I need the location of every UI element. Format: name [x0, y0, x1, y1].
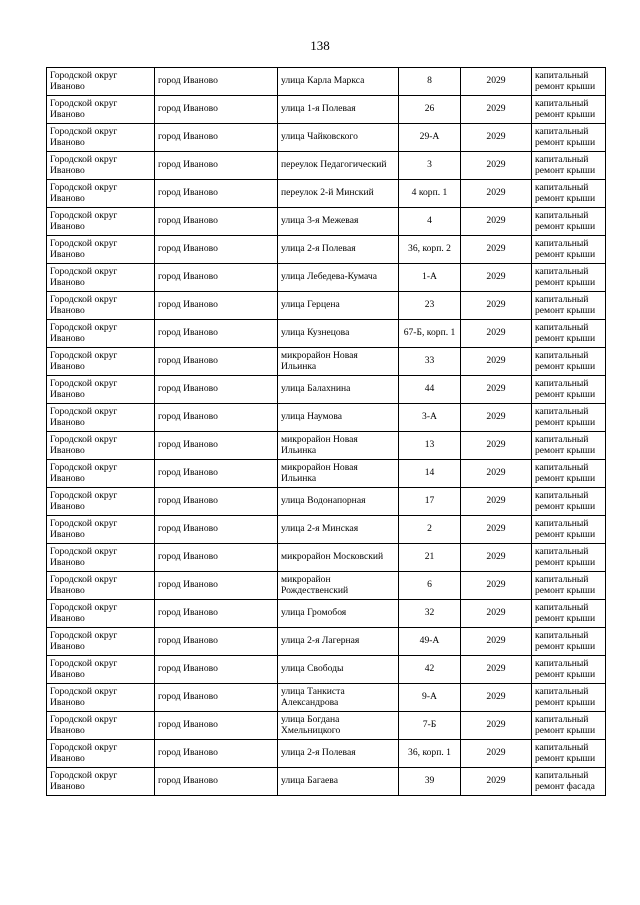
cell-settlement: город Иваново	[155, 488, 278, 516]
cell-work-type: капитальный ремонт крыши	[532, 740, 606, 768]
cell-settlement: город Иваново	[155, 264, 278, 292]
cell-street: улица Наумова	[278, 404, 399, 432]
cell-settlement: город Иваново	[155, 600, 278, 628]
cell-house-number: 14	[399, 460, 461, 488]
cell-house-number: 49-А	[399, 628, 461, 656]
cell-work-type: капитальный ремонт крыши	[532, 460, 606, 488]
table-row	[47, 152, 606, 180]
cell-street: улица 3-я Межевая	[278, 208, 399, 236]
table-row	[47, 208, 606, 236]
cell-street: улица Кузнецова	[278, 320, 399, 348]
table-row	[47, 712, 606, 740]
cell-work-type: капитальный ремонт крыши	[532, 404, 606, 432]
cell-settlement: город Иваново	[155, 96, 278, 124]
cell-house-number: 2	[399, 516, 461, 544]
cell-planned-year: 2029	[461, 124, 532, 152]
cell-settlement: город Иваново	[155, 628, 278, 656]
table-row	[47, 684, 606, 712]
cell-house-number: 26	[399, 96, 461, 124]
cell-settlement: город Иваново	[155, 404, 278, 432]
cell-house-number: 13	[399, 432, 461, 460]
cell-municipal-district: Городской округ Иваново	[47, 264, 155, 292]
table-row	[47, 740, 606, 768]
cell-planned-year: 2029	[461, 152, 532, 180]
cell-settlement: город Иваново	[155, 656, 278, 684]
cell-municipal-district: Городской округ Иваново	[47, 124, 155, 152]
cell-street: улица Лебедева-Кумача	[278, 264, 399, 292]
cell-planned-year: 2029	[461, 488, 532, 516]
cell-house-number: 21	[399, 544, 461, 572]
cell-municipal-district: Городской округ Иваново	[47, 96, 155, 124]
cell-municipal-district: Городской округ Иваново	[47, 208, 155, 236]
cell-street: микрорайон Новая Ильинка	[278, 460, 399, 488]
registry-table	[46, 67, 606, 796]
cell-municipal-district: Городской округ Иваново	[47, 432, 155, 460]
cell-street: переулок 2-й Минский	[278, 180, 399, 208]
cell-planned-year: 2029	[461, 516, 532, 544]
cell-house-number: 67-Б, корп. 1	[399, 320, 461, 348]
table-row	[47, 600, 606, 628]
cell-settlement: город Иваново	[155, 684, 278, 712]
cell-planned-year: 2029	[461, 740, 532, 768]
cell-planned-year: 2029	[461, 348, 532, 376]
cell-house-number: 17	[399, 488, 461, 516]
cell-work-type: капитальный ремонт крыши	[532, 152, 606, 180]
cell-street: улица Громобоя	[278, 600, 399, 628]
cell-planned-year: 2029	[461, 292, 532, 320]
cell-municipal-district: Городской округ Иваново	[47, 656, 155, 684]
table-row	[47, 404, 606, 432]
cell-municipal-district: Городской округ Иваново	[47, 768, 155, 796]
cell-settlement: город Иваново	[155, 740, 278, 768]
table-row	[47, 124, 606, 152]
cell-municipal-district: Городской округ Иваново	[47, 600, 155, 628]
cell-work-type: капитальный ремонт фасада	[532, 768, 606, 796]
cell-planned-year: 2029	[461, 96, 532, 124]
cell-street: улица Богдана Хмельницкого	[278, 712, 399, 740]
cell-municipal-district: Городской округ Иваново	[47, 516, 155, 544]
cell-street: улица 2-я Лагерная	[278, 628, 399, 656]
cell-planned-year: 2029	[461, 600, 532, 628]
cell-municipal-district: Городской округ Иваново	[47, 740, 155, 768]
cell-planned-year: 2029	[461, 180, 532, 208]
cell-settlement: город Иваново	[155, 348, 278, 376]
table-row	[47, 320, 606, 348]
cell-house-number: 33	[399, 348, 461, 376]
cell-house-number: 6	[399, 572, 461, 600]
cell-work-type: капитальный ремонт крыши	[532, 292, 606, 320]
cell-street: микрорайон Новая Ильинка	[278, 348, 399, 376]
cell-settlement: город Иваново	[155, 292, 278, 320]
table-row	[47, 544, 606, 572]
cell-house-number: 36, корп. 2	[399, 236, 461, 264]
cell-planned-year: 2029	[461, 628, 532, 656]
cell-house-number: 32	[399, 600, 461, 628]
table-row	[47, 264, 606, 292]
table-row	[47, 180, 606, 208]
cell-municipal-district: Городской округ Иваново	[47, 712, 155, 740]
cell-municipal-district: Городской округ Иваново	[47, 236, 155, 264]
cell-work-type: капитальный ремонт крыши	[532, 572, 606, 600]
cell-work-type: капитальный ремонт крыши	[532, 68, 606, 96]
cell-street: улица Балахнина	[278, 376, 399, 404]
table-row	[47, 628, 606, 656]
cell-work-type: капитальный ремонт крыши	[532, 208, 606, 236]
cell-street: улица 1-я Полевая	[278, 96, 399, 124]
table-row	[47, 432, 606, 460]
table-row	[47, 236, 606, 264]
cell-work-type: капитальный ремонт крыши	[532, 656, 606, 684]
cell-street: улица Танкиста Александрова	[278, 684, 399, 712]
cell-house-number: 7-Б	[399, 712, 461, 740]
cell-settlement: город Иваново	[155, 376, 278, 404]
cell-settlement: город Иваново	[155, 432, 278, 460]
cell-house-number: 29-А	[399, 124, 461, 152]
table-row	[47, 348, 606, 376]
cell-municipal-district: Городской округ Иваново	[47, 68, 155, 96]
cell-settlement: город Иваново	[155, 152, 278, 180]
cell-municipal-district: Городской округ Иваново	[47, 320, 155, 348]
cell-municipal-district: Городской округ Иваново	[47, 572, 155, 600]
cell-municipal-district: Городской округ Иваново	[47, 376, 155, 404]
cell-work-type: капитальный ремонт крыши	[532, 712, 606, 740]
table-row	[47, 572, 606, 600]
table-row	[47, 96, 606, 124]
cell-street: улица Герцена	[278, 292, 399, 320]
table-row	[47, 516, 606, 544]
cell-street: улица 2-я Полевая	[278, 740, 399, 768]
cell-street: улица Багаева	[278, 768, 399, 796]
cell-work-type: капитальный ремонт крыши	[532, 488, 606, 516]
cell-planned-year: 2029	[461, 544, 532, 572]
cell-work-type: капитальный ремонт крыши	[532, 516, 606, 544]
cell-house-number: 39	[399, 768, 461, 796]
cell-municipal-district: Городской округ Иваново	[47, 348, 155, 376]
table-row	[47, 68, 606, 96]
table-row	[47, 376, 606, 404]
cell-work-type: капитальный ремонт крыши	[532, 236, 606, 264]
cell-street: микрорайон Рождественский	[278, 572, 399, 600]
cell-settlement: город Иваново	[155, 516, 278, 544]
table-row	[47, 460, 606, 488]
cell-house-number: 4	[399, 208, 461, 236]
cell-work-type: капитальный ремонт крыши	[532, 544, 606, 572]
cell-planned-year: 2029	[461, 208, 532, 236]
cell-municipal-district: Городской округ Иваново	[47, 152, 155, 180]
cell-street: улица Свободы	[278, 656, 399, 684]
cell-house-number: 8	[399, 68, 461, 96]
cell-planned-year: 2029	[461, 572, 532, 600]
cell-house-number: 44	[399, 376, 461, 404]
cell-planned-year: 2029	[461, 712, 532, 740]
cell-planned-year: 2029	[461, 236, 532, 264]
cell-work-type: капитальный ремонт крыши	[532, 264, 606, 292]
table-row	[47, 768, 606, 796]
cell-municipal-district: Городской округ Иваново	[47, 460, 155, 488]
cell-planned-year: 2029	[461, 68, 532, 96]
cell-settlement: город Иваново	[155, 544, 278, 572]
cell-house-number: 3	[399, 152, 461, 180]
table-row	[47, 656, 606, 684]
registry-table-body	[47, 68, 606, 796]
cell-settlement: город Иваново	[155, 460, 278, 488]
cell-street: микрорайон Московский	[278, 544, 399, 572]
cell-street: улица 2-я Минская	[278, 516, 399, 544]
cell-street: улица Карла Маркса	[278, 68, 399, 96]
cell-planned-year: 2029	[461, 432, 532, 460]
cell-planned-year: 2029	[461, 460, 532, 488]
cell-work-type: капитальный ремонт крыши	[532, 684, 606, 712]
cell-planned-year: 2029	[461, 264, 532, 292]
cell-municipal-district: Городской округ Иваново	[47, 684, 155, 712]
cell-house-number: 36, корп. 1	[399, 740, 461, 768]
cell-house-number: 4 корп. 1	[399, 180, 461, 208]
cell-work-type: капитальный ремонт крыши	[532, 432, 606, 460]
cell-work-type: капитальный ремонт крыши	[532, 124, 606, 152]
cell-street: улица Водонапорная	[278, 488, 399, 516]
cell-settlement: город Иваново	[155, 572, 278, 600]
cell-planned-year: 2029	[461, 684, 532, 712]
cell-work-type: капитальный ремонт крыши	[532, 600, 606, 628]
cell-house-number: 23	[399, 292, 461, 320]
cell-settlement: город Иваново	[155, 712, 278, 740]
cell-settlement: город Иваново	[155, 768, 278, 796]
cell-house-number: 1-А	[399, 264, 461, 292]
cell-municipal-district: Городской округ Иваново	[47, 292, 155, 320]
cell-work-type: капитальный ремонт крыши	[532, 180, 606, 208]
cell-settlement: город Иваново	[155, 124, 278, 152]
cell-municipal-district: Городской округ Иваново	[47, 488, 155, 516]
cell-settlement: город Иваново	[155, 236, 278, 264]
cell-settlement: город Иваново	[155, 180, 278, 208]
cell-planned-year: 2029	[461, 404, 532, 432]
page-number: 138	[310, 38, 330, 53]
cell-planned-year: 2029	[461, 768, 532, 796]
cell-settlement: город Иваново	[155, 320, 278, 348]
cell-house-number: 9-А	[399, 684, 461, 712]
cell-house-number: 3-А	[399, 404, 461, 432]
cell-street: переулок Педагогический	[278, 152, 399, 180]
cell-planned-year: 2029	[461, 376, 532, 404]
cell-street: микрорайон Новая Ильинка	[278, 432, 399, 460]
cell-work-type: капитальный ремонт крыши	[532, 628, 606, 656]
cell-municipal-district: Городской округ Иваново	[47, 544, 155, 572]
table-row	[47, 488, 606, 516]
cell-planned-year: 2029	[461, 656, 532, 684]
cell-house-number: 42	[399, 656, 461, 684]
cell-work-type: капитальный ремонт крыши	[532, 96, 606, 124]
cell-work-type: капитальный ремонт крыши	[532, 320, 606, 348]
cell-settlement: город Иваново	[155, 208, 278, 236]
table-row	[47, 292, 606, 320]
cell-planned-year: 2029	[461, 320, 532, 348]
cell-work-type: капитальный ремонт крыши	[532, 348, 606, 376]
cell-work-type: капитальный ремонт крыши	[532, 376, 606, 404]
cell-street: улица 2-я Полевая	[278, 236, 399, 264]
cell-municipal-district: Городской округ Иваново	[47, 404, 155, 432]
cell-municipal-district: Городской округ Иваново	[47, 628, 155, 656]
cell-street: улица Чайковского	[278, 124, 399, 152]
cell-settlement: город Иваново	[155, 68, 278, 96]
cell-municipal-district: Городской округ Иваново	[47, 180, 155, 208]
